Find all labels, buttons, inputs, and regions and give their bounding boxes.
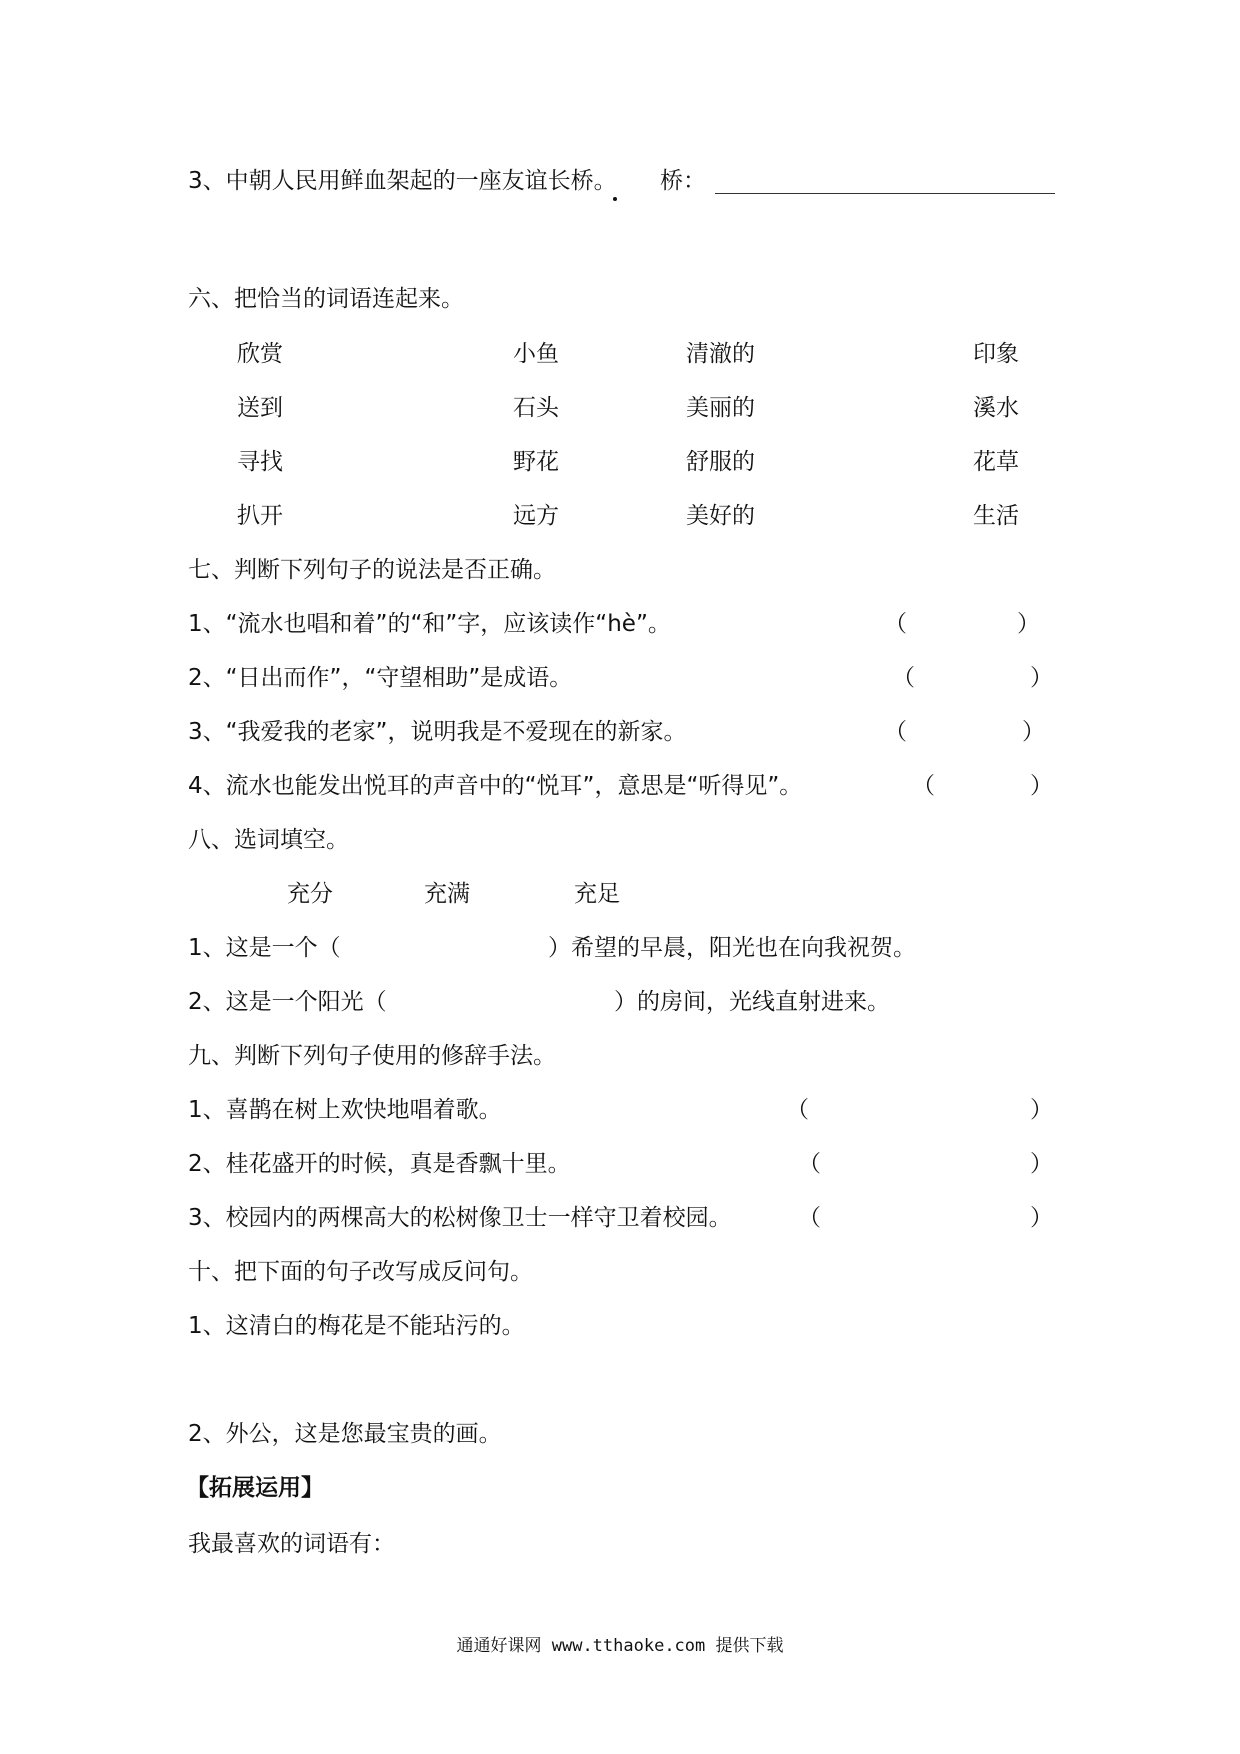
rhetoric-item: 2、桂花盛开的时候，真是香飘十里。: [188, 1151, 571, 1177]
answer-paren-close: ）: [1030, 1205, 1053, 1231]
match-col1-word[interactable]: 欣赏: [237, 341, 283, 367]
match-col2-word[interactable]: 小鱼: [513, 341, 559, 367]
page-footer: 通通好课网 www.tthaoke.com 提供下载: [456, 1636, 784, 1656]
judge-item: 4、流水也能发出悦耳的声音中的“悦耳”，意思是“听得见”。: [188, 773, 803, 799]
match-col4-word[interactable]: 花草: [973, 449, 1019, 475]
match-col3-word[interactable]: 舒服的: [686, 449, 755, 475]
judge-item: 2、“日出而作”，“守望相助”是成语。: [188, 665, 573, 691]
fill-item-start: 1、这是一个（: [188, 935, 341, 961]
answer-paren-open[interactable]: （: [798, 1205, 821, 1231]
q5-item3-prompt: 桥：: [660, 168, 706, 194]
match-col1-word[interactable]: 送到: [237, 395, 283, 421]
fill-item-end: ）的房间，光线直射进来。: [614, 989, 890, 1015]
q5-item3-sentence: 3、中朝人民用鲜血架起的一座友谊长桥。: [188, 168, 617, 194]
answer-paren-open[interactable]: （: [884, 719, 907, 745]
extension-heading: 【拓展运用】: [186, 1475, 324, 1501]
choice-word: 充足: [574, 881, 620, 907]
extension-prompt: 我最喜欢的词语有：: [188, 1531, 395, 1557]
match-col1-word[interactable]: 寻找: [237, 449, 283, 475]
answer-paren-close: ）: [1030, 1097, 1053, 1123]
fill-item-start: 2、这是一个阳光（: [188, 989, 387, 1015]
match-col1-word[interactable]: 扒开: [237, 503, 283, 529]
section10-heading: 十、把下面的句子改写成反问句。: [188, 1259, 533, 1285]
judge-item: 3、“我爱我的老家”，说明我是不爱现在的新家。: [188, 719, 687, 745]
emphasis-dot: [613, 197, 617, 201]
answer-paren-close: ）: [1030, 665, 1053, 691]
answer-paren-open[interactable]: （: [884, 611, 907, 637]
rewrite-item: 2、外公，这是您最宝贵的画。: [188, 1421, 502, 1447]
rewrite-item: 1、这清白的梅花是不能玷污的。: [188, 1313, 525, 1339]
match-col4-word[interactable]: 生活: [973, 503, 1019, 529]
match-col2-word[interactable]: 远方: [513, 503, 559, 529]
judge-item: 1、“流水也唱和着”的“和”字，应该读作“hè”。: [188, 611, 671, 637]
section8-heading: 八、选词填空。: [188, 827, 349, 853]
rhetoric-item: 3、校园内的两棵高大的松树像卫士一样守卫着校园。: [188, 1205, 732, 1231]
answer-paren-close: ）: [1017, 611, 1040, 637]
match-col2-word[interactable]: 石头: [513, 395, 559, 421]
match-col4-word[interactable]: 印象: [973, 341, 1019, 367]
match-col3-word[interactable]: 美丽的: [686, 395, 755, 421]
answer-blank-line[interactable]: [715, 193, 1055, 194]
answer-paren-close: ）: [1022, 719, 1045, 745]
answer-paren-open[interactable]: （: [786, 1097, 809, 1123]
answer-paren-close: ）: [1030, 773, 1053, 799]
match-col4-word[interactable]: 溪水: [973, 395, 1019, 421]
match-col3-word[interactable]: 清澈的: [686, 341, 755, 367]
choice-word: 充分: [287, 881, 333, 907]
answer-paren-close: ）: [1030, 1151, 1053, 1177]
fill-item-end: ）希望的早晨，阳光也在向我祝贺。: [548, 935, 916, 961]
choice-word: 充满: [424, 881, 470, 907]
section6-heading: 六、把恰当的词语连起来。: [188, 286, 464, 312]
answer-paren-open[interactable]: （: [798, 1151, 821, 1177]
rhetoric-item: 1、喜鹊在树上欢快地唱着歌。: [188, 1097, 502, 1123]
match-col3-word[interactable]: 美好的: [686, 503, 755, 529]
answer-paren-open[interactable]: （: [892, 665, 915, 691]
section7-heading: 七、判断下列句子的说法是否正确。: [188, 557, 556, 583]
answer-paren-open[interactable]: （: [912, 773, 935, 799]
match-col2-word[interactable]: 野花: [513, 449, 559, 475]
section9-heading: 九、判断下列句子使用的修辞手法。: [188, 1043, 556, 1069]
